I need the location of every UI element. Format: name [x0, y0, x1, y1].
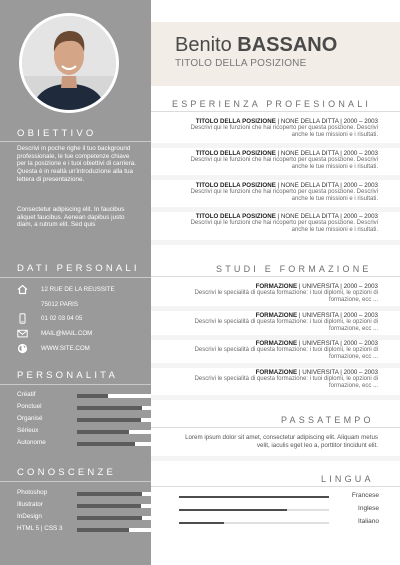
header — [151, 0, 400, 86]
profile-photo-frame — [19, 13, 119, 113]
experience-description: Descrivi qui le funzioni che hai ricoperto per questa posizione. Descrivi anche le tue missioni e i risultati. — [190, 157, 378, 171]
separator-strip — [151, 240, 400, 245]
education-description: Descrivi le specialità di questa formazione: i tuoi diplomi, le opzioni di formazione, ecc ... — [194, 290, 378, 304]
education-meta: | UNIVERSITA | 2000 – 2003 — [297, 369, 378, 376]
personality-bar — [77, 418, 151, 422]
skill-bar-fill — [77, 516, 142, 520]
personality-bar — [77, 394, 151, 398]
education-description: Descrivi le specialità di questa formazione: i tuoi diplomi, le opzioni di formazione, ecc ... — [194, 376, 378, 390]
languages-title: LINGUA — [321, 474, 374, 484]
hobbies-rule — [151, 427, 400, 428]
separator-strip — [151, 306, 400, 311]
skill-label: Illustrator — [17, 501, 43, 508]
language-bar-fill — [179, 522, 224, 524]
skill-bar-fill — [77, 504, 141, 508]
objective-paragraph-1: Descrivi in poche righe il tuo background professionale, le tue competenze chiave per la posizione e i tuoi obiettivi di carriera. Questa è in realtà un'introduzione alla tua lettera di presentazione. — [17, 145, 137, 183]
experience-meta: | NONE DELLA DITTA | 2000 – 2003 — [275, 213, 378, 220]
full-name — [175, 34, 337, 57]
address-line-2: 75012 PARIS — [41, 301, 79, 308]
skill-bar — [77, 516, 151, 520]
education-meta: | UNIVERSITA | 2000 – 2003 — [297, 312, 378, 319]
personality-item — [17, 427, 142, 436]
skill-bar-fill — [77, 528, 129, 532]
skills-rule — [0, 481, 151, 482]
experience-role: TITOLO DELLA POSIZIONE — [195, 182, 276, 189]
person-avatar-icon — [22, 16, 116, 110]
personality-bar — [77, 430, 151, 434]
personal-data-rule — [0, 277, 151, 278]
contact-phone — [17, 313, 142, 325]
skill-item — [17, 525, 142, 534]
personality-bar-fill — [77, 406, 142, 410]
languages-rule — [151, 486, 400, 487]
experience-item — [173, 213, 378, 235]
experience-meta: | NONE DELLA DITTA | 2000 – 2003 — [275, 118, 378, 125]
personality-title: PERSONALITA — [17, 370, 119, 381]
personality-item — [17, 391, 142, 400]
experience-rule — [151, 111, 400, 112]
separator-strip — [151, 456, 400, 461]
skill-item — [17, 501, 142, 510]
separator-strip — [151, 143, 400, 148]
personal-data-title: DATI PERSONALI — [17, 263, 140, 274]
address-line-1: 12 RUE DE LA REUSSITE — [41, 286, 115, 293]
experience-item — [173, 182, 378, 204]
hobbies-text: Lorem ipsum dolor sit amet, consectetur adipiscing elit. Aliquam metus velit, iaculis eget leo a, porttitor tincidunt elit. — [185, 434, 378, 449]
personality-rule — [0, 384, 151, 385]
mail-icon — [17, 328, 28, 339]
experience-description: Descrivi qui le funzioni che hai ricoperto per questa posizione. Descrivi anche le tue missioni e i risultati. — [190, 220, 378, 234]
hobbies-title: PASSATEMPO — [281, 415, 374, 425]
personality-item — [17, 439, 142, 448]
education-meta: | UNIVERSITA | 2000 – 2003 — [297, 340, 378, 347]
contact-address — [17, 284, 142, 296]
home-icon — [17, 284, 28, 295]
education-item — [173, 340, 378, 362]
language-bar — [179, 522, 329, 524]
language-bar — [179, 509, 329, 511]
education-degree: FORMAZIONE — [255, 312, 298, 319]
personality-bar-fill — [77, 418, 141, 422]
objective-paragraph-2: Consectetur adipiscing elit. In faucibus aliquet faucibus. Aenean dapibus justo diam, a rutrum elit. Sed quis — [17, 206, 125, 229]
education-degree: FORMAZIONE — [255, 340, 298, 347]
skill-label: HTML 5 | CSS 3 — [17, 525, 63, 532]
contact-address-2 — [17, 299, 142, 311]
language-item — [179, 492, 379, 502]
personality-bar — [77, 406, 151, 410]
education-degree: FORMAZIONE — [255, 369, 298, 376]
experience-meta: | NONE DELLA DITTA | 2000 – 2003 — [275, 182, 378, 189]
contact-website — [17, 343, 142, 355]
experience-title: ESPERIENZA PROFESIONALI — [172, 99, 372, 109]
experience-role: TITOLO DELLA POSIZIONE — [195, 213, 276, 220]
experience-item — [173, 150, 378, 172]
education-meta: | UNIVERSITA | 2000 – 2003 — [297, 283, 378, 290]
skill-label: InDesign — [17, 513, 42, 520]
skill-bar — [77, 492, 151, 496]
education-rule — [151, 276, 400, 277]
experience-role: TITOLO DELLA POSIZIONE — [195, 118, 276, 125]
email-address[interactable]: MAIL@MAIL.COM — [41, 330, 93, 337]
job-title: TITOLO DELLA POSIZIONE — [175, 58, 307, 69]
experience-description: Descrivi qui le funzioni che hai ricoperto per questa posizione. Descrivi anche le tue missioni e i risultati. — [190, 125, 378, 139]
personality-label: Autonome — [17, 439, 46, 446]
skill-bar — [77, 528, 151, 532]
objective-rule — [0, 141, 151, 142]
personality-bar-fill — [77, 430, 129, 434]
personality-item — [17, 415, 142, 424]
language-label: Italiano — [358, 518, 379, 525]
experience-meta: | NONE DELLA DITTA | 2000 – 2003 — [275, 150, 378, 157]
profile-photo — [22, 16, 116, 110]
experience-item — [173, 118, 378, 140]
experience-role: TITOLO DELLA POSIZIONE — [195, 150, 276, 157]
language-bar-fill — [179, 509, 287, 511]
education-item — [173, 283, 378, 305]
language-item — [179, 518, 379, 528]
language-bar-fill — [179, 496, 329, 498]
first-name: Benito — [175, 34, 232, 56]
sidebar — [0, 0, 151, 565]
language-item — [179, 505, 379, 515]
separator-strip — [151, 207, 400, 212]
language-label: Inglese — [358, 505, 379, 512]
education-title: STUDI E FORMAZIONE — [216, 264, 372, 274]
last-name: BASSANO — [237, 34, 338, 56]
personality-label: Ponctuel — [17, 403, 42, 410]
objective-title: OBIETTIVO — [17, 128, 97, 139]
personality-label: Créatif — [17, 391, 36, 398]
education-degree: FORMAZIONE — [255, 283, 298, 290]
education-item — [173, 312, 378, 334]
experience-description: Descrivi qui le funzioni che hai ricoperto per questa posizione. Descrivi anche le tue missioni e i risultati. — [190, 189, 378, 203]
personality-label: Organisé — [17, 415, 43, 422]
language-label: Francese — [351, 492, 379, 499]
skill-item — [17, 513, 142, 522]
education-description: Descrivi le specialità di questa formazione: i tuoi diplomi, le opzioni di formazione, ecc ... — [194, 347, 378, 361]
separator-strip — [151, 175, 400, 180]
personality-bar — [77, 442, 151, 446]
personality-item — [17, 403, 142, 412]
education-item — [173, 369, 378, 391]
skill-label: Photoshop — [17, 489, 48, 496]
skill-item — [17, 489, 142, 498]
globe-icon — [17, 343, 28, 354]
education-description: Descrivi le specialità di questa formazione: i tuoi diplomi, le opzioni di formazione, ecc ... — [194, 319, 378, 333]
contact-email — [17, 328, 142, 340]
website-url[interactable]: WWW.SITE.COM — [41, 345, 90, 352]
phone-number: 01 02 03 04 05 — [41, 315, 83, 322]
personality-bar-fill — [77, 442, 135, 446]
phone-icon — [17, 313, 28, 324]
language-bar — [179, 496, 329, 498]
personality-bar-fill — [77, 394, 108, 398]
skills-title: CONOSCENZE — [17, 467, 117, 478]
personality-label: Sérieux — [17, 427, 39, 434]
separator-strip — [151, 395, 400, 400]
separator-strip — [151, 363, 400, 368]
skill-bar-fill — [77, 492, 142, 496]
skill-bar — [77, 504, 151, 508]
